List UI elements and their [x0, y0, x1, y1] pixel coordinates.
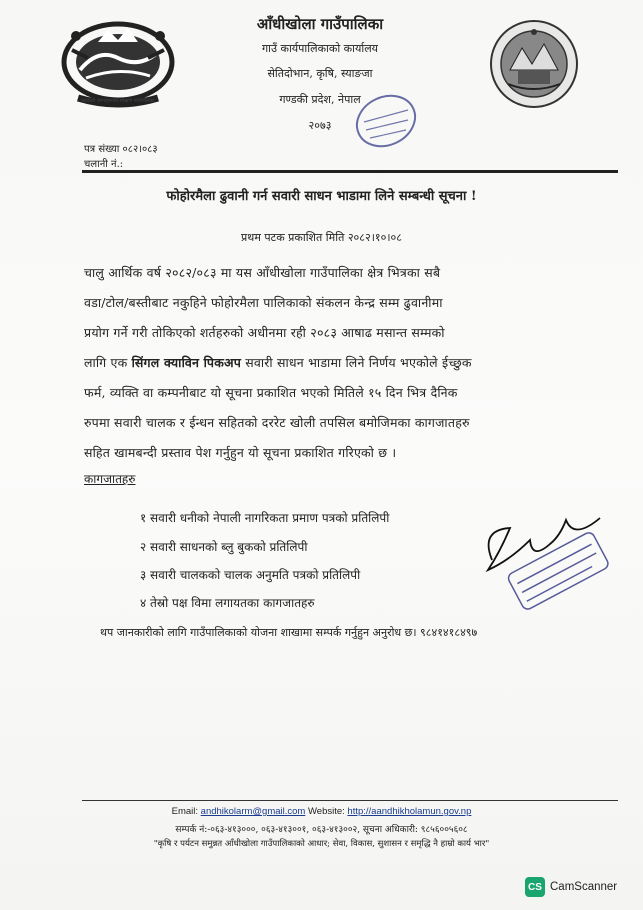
office-year: २०७३ — [308, 119, 332, 132]
footer-contact-line — [0, 806, 643, 817]
notice-subject: फोहोरमैला ढुवानी गर्न सवारी साधन भाडामा लिने सम्बन्धी सूचना ! — [166, 189, 477, 204]
reference-number: पत्र संख्या ०८२।०८३ — [84, 144, 158, 155]
office-address: सेतिदोभान, कृषि, स्याङजा — [267, 67, 373, 80]
website-link[interactable]: http://aandhikholamun.gov.np — [347, 806, 472, 817]
camscanner-logo-icon: CS — [525, 877, 545, 897]
emblem-caption: सरकारी जग्गाहरूको संरक्षण गाउँपालिका — [81, 98, 155, 104]
document-item: ४ तेस्रो पक्ष विमा लगायतका कागजातहरु — [140, 596, 315, 610]
office-stamp — [350, 92, 422, 150]
camscanner-name: CamScanner — [550, 881, 618, 893]
body-line: सहित खामबन्दी प्रस्ताव पेश गर्नुहुन यो सूचना प्रकाशित गरिएको छ । — [84, 445, 397, 460]
email-label: Email: — [171, 806, 199, 817]
document-item: ३ सवारी चालकको चालक अनुमति पत्रको प्रतिलिपी — [140, 568, 361, 582]
header-divider — [82, 170, 618, 173]
footer-phones: सम्पर्क नं:-०६३-४१३०००, ०६३-४१३००१, ०६३-४१३००२, सूचना अधिकारी: ९८५६००५६०८ — [175, 825, 468, 835]
emblem-logo — [58, 18, 178, 110]
office-province: गण्डकी प्रदेश, नेपाल — [279, 93, 361, 106]
published-date: प्रथम पटक प्रकाशित मिति २०८२।१०।०८ — [241, 231, 402, 244]
signature — [470, 500, 620, 610]
documents-heading: कागजातहरु — [84, 472, 136, 486]
contact-note: थप जानकारीको लागि गाउँपालिकाको योजना शाखामा सम्पर्क गर्नुहुन अनुरोध छ। ९८४१४१८४९७ — [100, 626, 478, 639]
body-line: फर्म, व्यक्ति वा कम्पनीबाट यो सूचना प्रकाशित भएको मितिले १५ दिन भित्र दैनिक — [84, 385, 458, 400]
body-text: सवारी साधन भाडामा लिने निर्णय भएकोले ईच्छुक — [245, 355, 472, 370]
footer-slogan: "कृषि र पर्यटन समुन्नत आँधीखोला गाउँपालिकाको आधार; सेवा, विकास, सुशासन र समृद्धि नै हाम्रो कार्य भार" — [153, 839, 490, 849]
body-text: लागि एक — [84, 355, 128, 370]
camscanner-watermark — [525, 872, 629, 902]
body-line: रुपमा सवारी चालक र ईन्धन सहितको दररेट खोली तपसिल बमोजिमका कागजातहरु — [84, 415, 470, 430]
body-line — [84, 354, 614, 371]
website-label: Website: — [307, 806, 345, 817]
body-line: वडा/टोल/बस्तीबाट नकुहिने फोहोरमैला पालिकाको संकलन केन्द्र सम्म ढुवानीमा — [84, 295, 443, 310]
body-line: प्रयोग गर्ने गरी तोकिएको शर्तहरुको अधीनमा रही २०८३ आषाढ मसान्त सम्मको — [84, 325, 445, 340]
office-line: गाउँ कार्यपालिकाको कार्यालय — [261, 42, 379, 55]
footer-divider — [82, 800, 618, 801]
vehicle-type: सिंगल क्याविन पिकअप — [131, 355, 242, 370]
body-line: चालु आर्थिक वर्ष २०८२/०८३ मा यस आँधीखोला गाउँपालिका क्षेत्र भित्रका सबै — [84, 265, 441, 280]
office-name: आँधीखोला गाउँपालिका — [256, 15, 384, 33]
municipality-logo — [488, 18, 580, 110]
dispatch-number: चलानी नं.: — [84, 159, 124, 170]
document-item: २ सवारी साधनको ब्लु बुकको प्रतिलिपी — [140, 540, 308, 554]
email-link[interactable]: andhikolarm@gmail.com — [200, 806, 306, 817]
document-item: १ सवारी धनीको नेपाली नागरिकता प्रमाण पत्रको प्रतिलिपी — [140, 511, 390, 525]
